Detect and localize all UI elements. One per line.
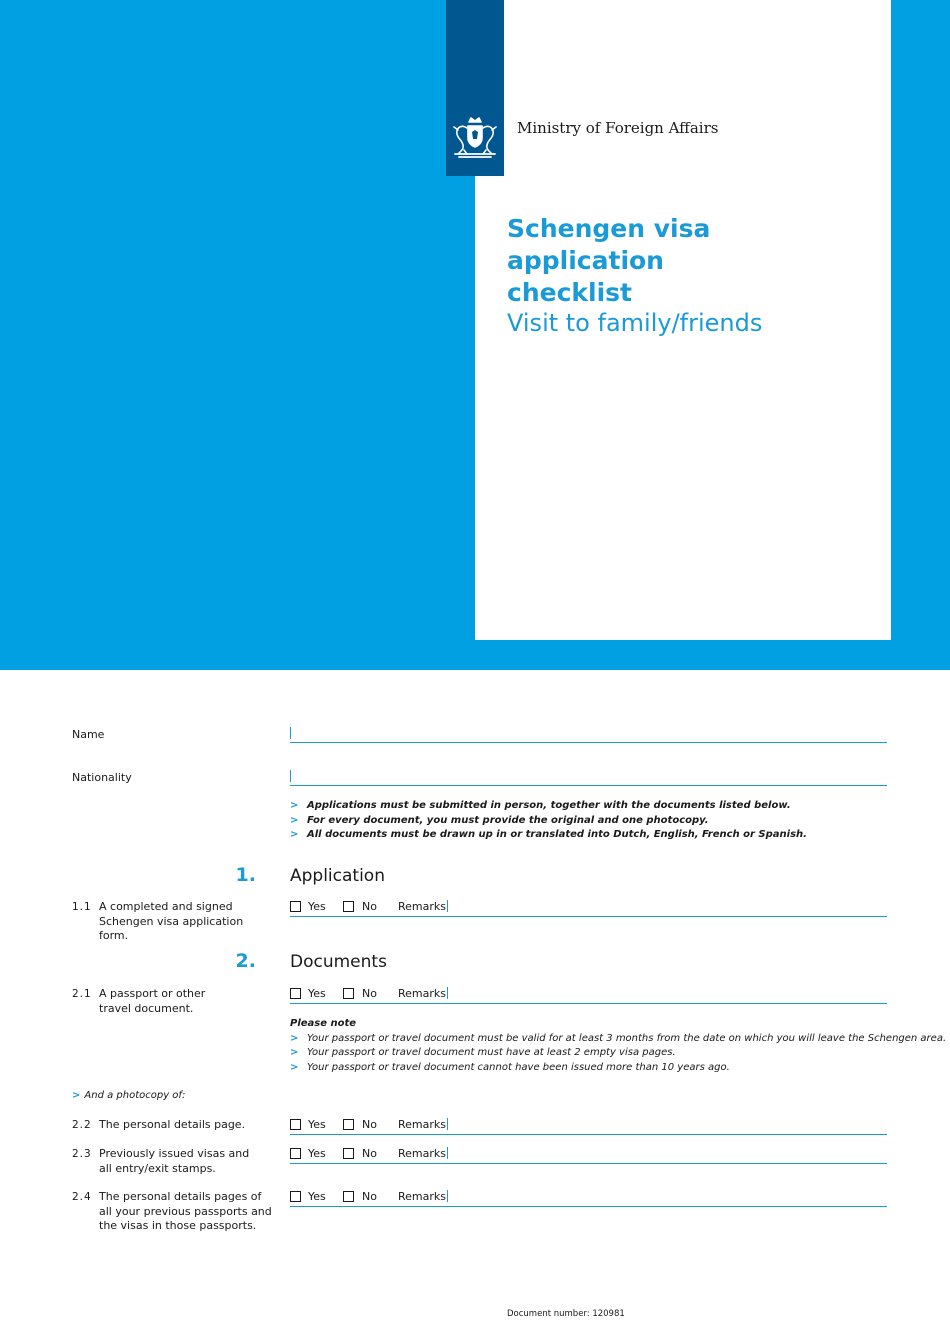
item-text-line: The personal details pages of: [99, 1190, 262, 1203]
royal-coat-of-arms-icon: [449, 112, 501, 164]
page-title-line-1: Schengen visa application: [507, 214, 711, 275]
remarks-field[interactable]: [447, 1118, 448, 1130]
note-item: [290, 814, 807, 829]
section-number: 2.: [235, 950, 256, 972]
remarks-field[interactable]: [447, 1190, 448, 1202]
answer-row: [290, 1147, 887, 1164]
answer-row: [290, 1118, 887, 1135]
remarks-field[interactable]: [447, 987, 448, 999]
no-checkbox[interactable]: [343, 988, 354, 999]
item-number: 1.1: [72, 901, 92, 913]
remarks-label: Remarks: [398, 900, 446, 913]
arrow-icon: >: [72, 1090, 81, 1101]
note-item: [290, 799, 807, 814]
answer-row: [290, 900, 887, 917]
item-description: [99, 1118, 274, 1133]
please-note-item: [290, 1046, 946, 1061]
yes-checkbox[interactable]: [290, 1148, 301, 1159]
note-text: For every document, you must provide the original and one photocopy.: [307, 814, 709, 826]
item-text-line: the visas in those passports.: [99, 1219, 257, 1232]
document-number: Document number: 120981: [507, 1309, 625, 1319]
item-text-line: all your previous passports and: [99, 1204, 272, 1218]
please-note-title: Please note: [290, 1018, 357, 1029]
no-label: No: [362, 1190, 377, 1203]
nationality-field[interactable]: [290, 770, 887, 786]
remarks-label: Remarks: [398, 1147, 446, 1160]
page-title-line-2: checklist: [507, 278, 632, 307]
item-description: [99, 987, 274, 1016]
arrow-icon: >: [290, 800, 299, 811]
arrow-icon: >: [290, 814, 299, 826]
yes-label: Yes: [308, 1147, 326, 1160]
remarks-label: Remarks: [398, 987, 446, 1000]
item-number: 2.2: [72, 1119, 92, 1131]
item-text-line: The personal details page.: [99, 1118, 246, 1131]
name-field[interactable]: [290, 727, 887, 743]
no-label: No: [362, 1147, 377, 1160]
yes-label: Yes: [308, 1190, 326, 1203]
page-title: [507, 213, 867, 309]
please-note-item: [290, 1032, 946, 1047]
item-description: [99, 900, 274, 944]
arrow-icon: >: [290, 1032, 299, 1044]
section-title-application: Application: [290, 866, 385, 886]
remarks-field[interactable]: [447, 1147, 448, 1159]
item-text-line: Previously issued visas and: [99, 1147, 250, 1160]
photocopy-label: And a photocopy of:: [84, 1090, 186, 1101]
yes-label: Yes: [308, 1118, 326, 1131]
remarks-field[interactable]: [447, 900, 448, 912]
page-subtitle: Visit to family/friends: [507, 309, 763, 337]
please-note-text: Your passport or travel document cannot have been issued more than 10 years ago.: [307, 1061, 730, 1073]
please-note-text: Your passport or travel document must have at least 2 empty visa pages.: [307, 1047, 676, 1058]
no-label: No: [362, 900, 377, 913]
please-note-text: Your passport or travel document must be valid for at least 3 months from the date on which you will leave the Schengen area.: [307, 1032, 947, 1044]
text-cursor: [290, 727, 291, 739]
answer-row: [290, 987, 887, 1004]
remarks-label: Remarks: [398, 1118, 446, 1131]
arrow-icon: >: [290, 1061, 299, 1073]
note-item: [290, 828, 807, 843]
item-number: 2.1: [72, 988, 92, 1000]
yes-checkbox[interactable]: [290, 1119, 301, 1130]
item-text-line: A completed and signed: [99, 900, 233, 913]
item-text-line: A passport or other: [99, 987, 206, 1000]
name-label: Name: [72, 728, 105, 741]
no-label: No: [362, 1118, 377, 1131]
no-checkbox[interactable]: [343, 1191, 354, 1202]
remarks-label: Remarks: [398, 1190, 446, 1203]
item-text-line: all entry/exit stamps.: [99, 1161, 216, 1175]
arrow-icon: >: [290, 829, 299, 840]
text-cursor: [290, 770, 291, 782]
yes-checkbox[interactable]: [290, 901, 301, 912]
ministry-name: Ministry of Foreign Affairs: [517, 119, 719, 137]
general-notes: [290, 799, 807, 843]
please-note-item: [290, 1061, 946, 1076]
item-description: [99, 1190, 274, 1234]
yes-checkbox[interactable]: [290, 988, 301, 999]
item-text-line: travel document.: [99, 1001, 194, 1015]
no-checkbox[interactable]: [343, 1119, 354, 1130]
no-checkbox[interactable]: [343, 901, 354, 912]
answer-row: [290, 1190, 887, 1207]
yes-checkbox[interactable]: [290, 1191, 301, 1202]
item-description: [99, 1147, 274, 1176]
item-number: 2.4: [72, 1191, 92, 1203]
no-label: No: [362, 987, 377, 1000]
no-checkbox[interactable]: [343, 1148, 354, 1159]
nationality-label: Nationality: [72, 771, 132, 784]
item-text-line: Schengen visa application form.: [99, 914, 244, 942]
arrow-icon: >: [290, 1047, 299, 1058]
item-number: 2.3: [72, 1148, 92, 1160]
photocopy-heading: [72, 1090, 185, 1101]
yes-label: Yes: [308, 900, 326, 913]
section-title-documents: Documents: [290, 952, 387, 972]
note-text: All documents must be drawn up in or translated into Dutch, English, French or Spanish.: [307, 829, 807, 840]
note-text: Applications must be submitted in person, together with the documents listed below.: [307, 800, 791, 811]
please-note-block: [290, 1017, 946, 1075]
yes-label: Yes: [308, 987, 326, 1000]
section-number: 1.: [235, 864, 256, 886]
